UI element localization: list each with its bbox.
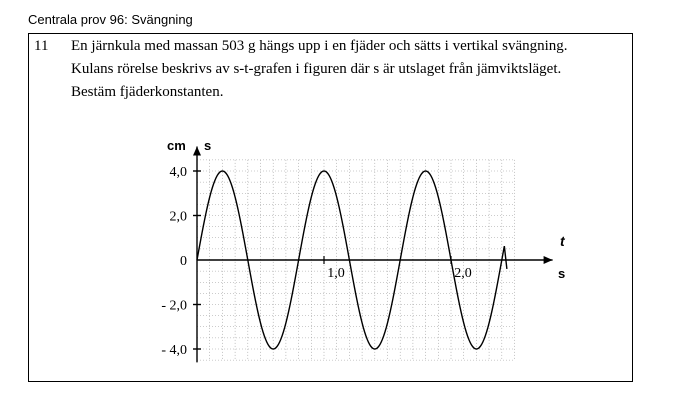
x-axis-label: t <box>560 233 565 249</box>
y-axis-arrow <box>193 147 201 156</box>
x-axis-arrow <box>544 256 553 264</box>
x-tick-label: 1,0 <box>327 266 345 281</box>
page-header: Centrala prov 96: Svängning <box>28 12 193 27</box>
x-axis-unit: s <box>558 266 566 281</box>
y-tick-label: - 2,0 <box>161 298 187 314</box>
y-axis-unit: cm <box>167 138 186 153</box>
problem-line-1: En järnkula med massan 503 g hängs upp i en fjäder och sätts i vertikal svängning. <box>71 38 568 54</box>
y-tick-label: - 4,0 <box>161 343 187 358</box>
y-axis-label: s <box>204 138 212 153</box>
problem-line-2: Kulans rörelse beskrivs av s-t-grafen i figuren där s är utslaget från jämviktsläget. <box>71 61 562 77</box>
x-tick-label: 2,0 <box>454 266 472 281</box>
y-tick-label: 0 <box>180 254 187 269</box>
y-tick-label: 4,0 <box>169 165 187 180</box>
problem-number: 11 <box>34 38 49 54</box>
chart-ticks <box>161 165 471 358</box>
problem-line-3: Bestäm fjäderkonstanten. <box>71 84 224 100</box>
y-tick-label: 2,0 <box>169 209 187 225</box>
